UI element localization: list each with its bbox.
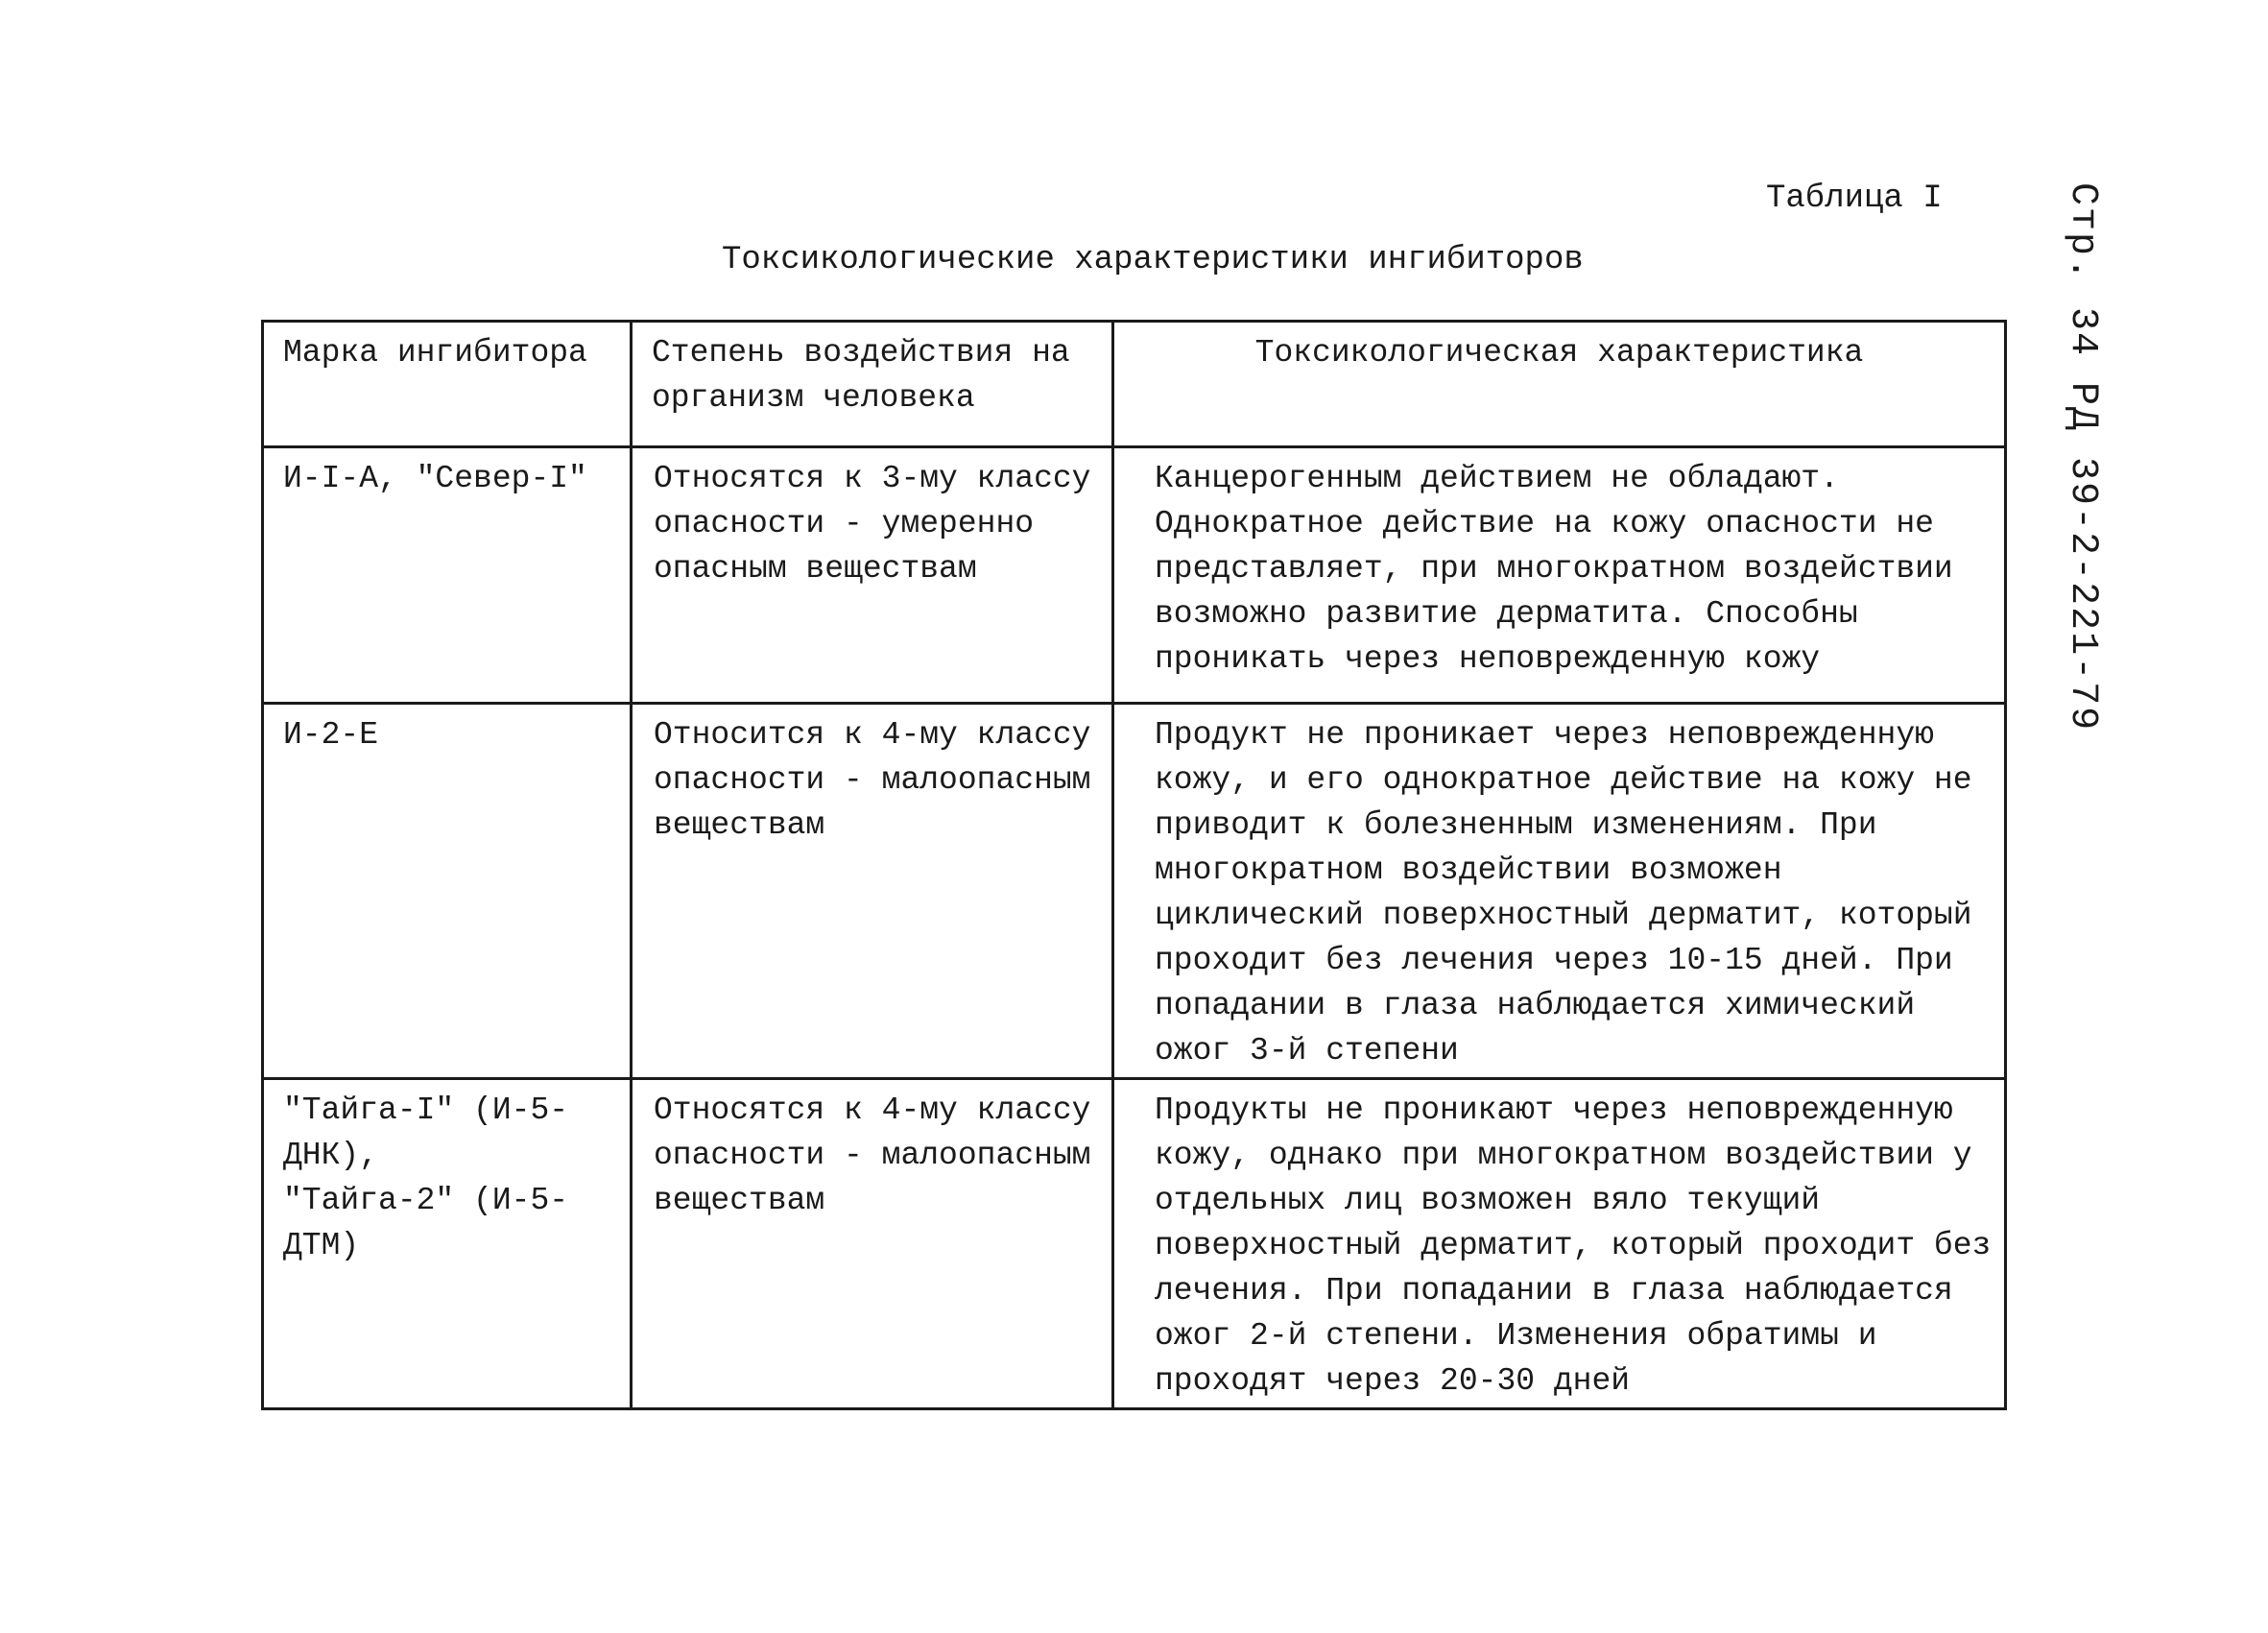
table-title: Токсикологические характеристики ингибиторов [722, 242, 1584, 278]
hazard-class-cell: Относятся к 3-му классу опасности - умеренно опасным веществам [632, 447, 1113, 704]
page-side-header-text: Стр. 34 РД 39-2-221-79 [2061, 182, 2104, 732]
page-side-header [2061, 182, 2119, 732]
table-row [263, 704, 2006, 1079]
brand-name: И-I-А, "Север-I" [283, 461, 587, 496]
toxicology-cell: Продукты не проникают через неповрежденную кожу, однако при многократном воздействии у отдельных лиц возможен вяло текущий поверхностный дерматит, который проходит без лечения. При попадании в глаза наблюдается ожог 2-й степени. Изменения обратимы и проходят через 20-30 дней [1113, 1079, 2006, 1409]
brand-name: И-2-Е [283, 717, 379, 753]
table-number-label: Таблица I [1766, 180, 1943, 217]
column-header-toxicology: Токсикологическая характеристика [1113, 322, 2006, 447]
table-row [263, 1079, 2006, 1409]
brand-cell [263, 1079, 632, 1409]
column-header-brand: Марка ингибитора [263, 322, 632, 447]
brand-name: "Тайга-I" (И-5-ДНК), [283, 1093, 569, 1173]
brand-name: "Тайга-2" (И-5-ДТМ) [283, 1183, 569, 1263]
hazard-class-cell: Относятся к 4-му классу опасности - малоопасным веществам [632, 1079, 1113, 1409]
brand-cell [263, 704, 632, 1079]
toxicology-table [261, 320, 2007, 1410]
table-header-row [263, 322, 2006, 447]
column-header-hazard-class: Степень воздействия на организм человека [632, 322, 1113, 447]
toxicology-cell: Продукт не проникает через неповрежденную кожу, и его однократное действие на кожу не приводит к болезненным изменениям. При многократном воздействии возможен циклический поверхностный дерматит, который проходит без лечения через 10-15 дней. При попадании в глаза наблюдается химический ожог 3-й степени [1113, 704, 2006, 1079]
toxicology-cell: Канцерогенным действием не обладают. Однократное действие на кожу опасности не представляет, при многократном воздействии возможно развитие дерматита. Способны проникать через неповрежденную кожу [1113, 447, 2006, 704]
hazard-class-cell: Относится к 4-му классу опасности - малоопасным веществам [632, 704, 1113, 1079]
brand-cell [263, 447, 632, 704]
table-row [263, 447, 2006, 704]
